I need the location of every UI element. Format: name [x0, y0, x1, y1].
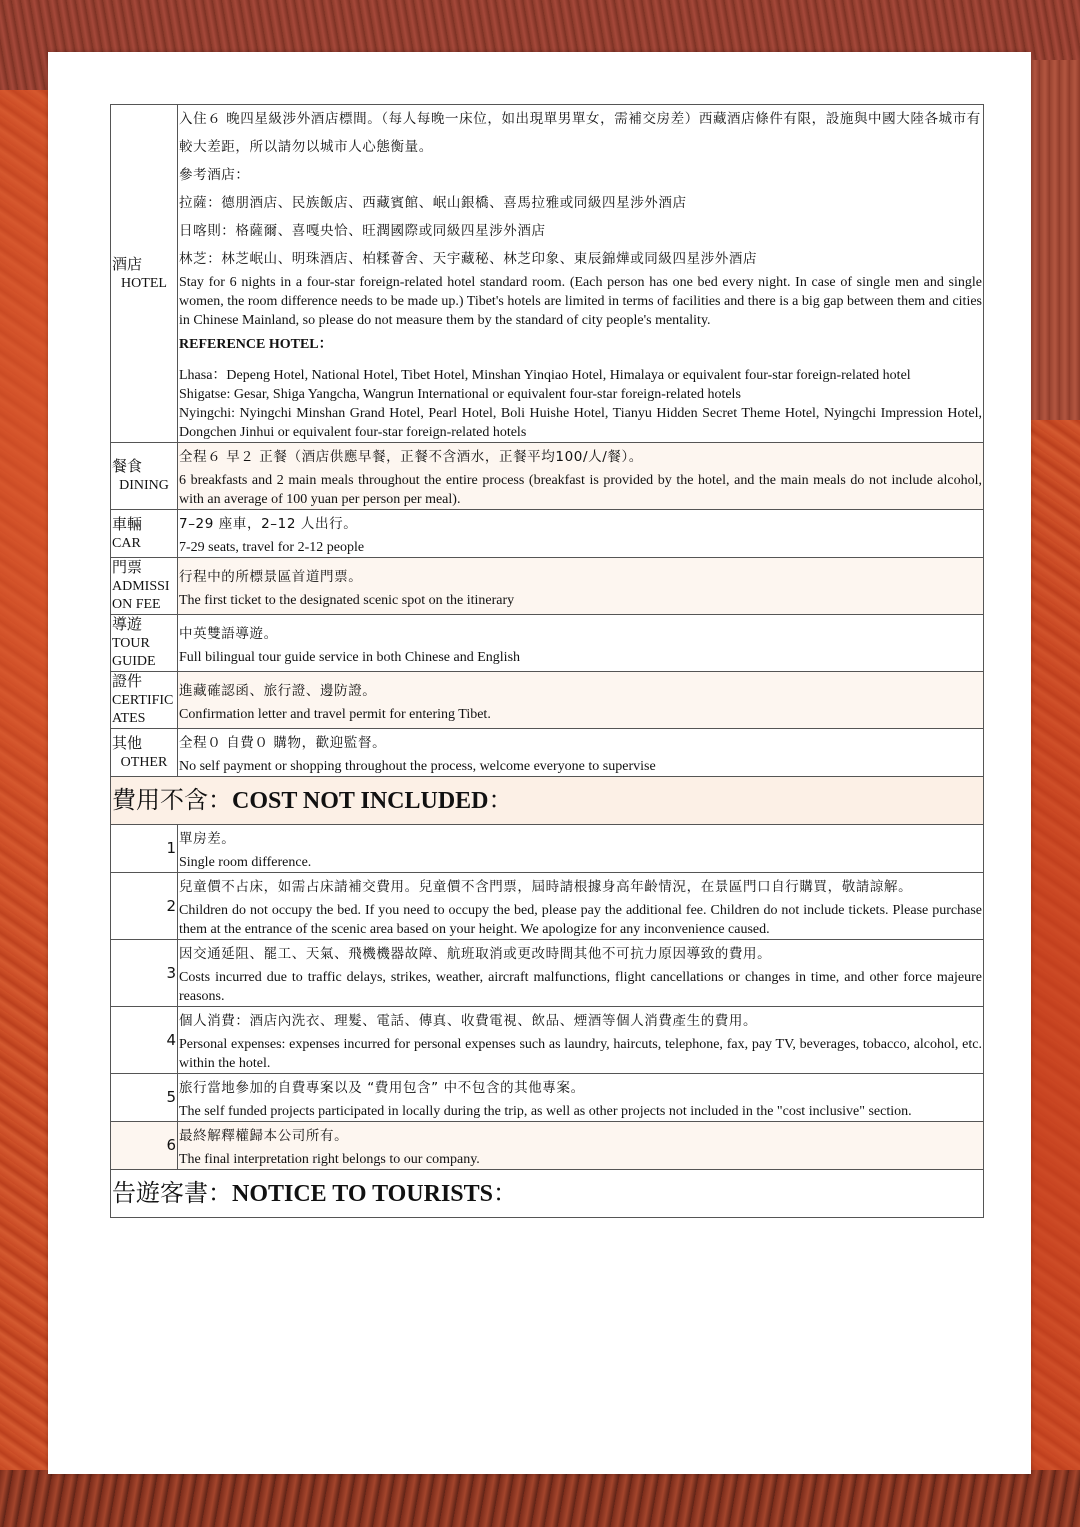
certificates-content: 進藏確認函、旅行證、邊防證。 Confirmation letter and travel permit for entering Tibet. [178, 672, 984, 729]
dining-row [111, 443, 984, 510]
hotel-zh-ref-title: 參考酒店： [179, 167, 250, 183]
other-row [111, 729, 984, 777]
not-included-item: 2 兒童價不占床，如需占床請補交費用。兒童價不含門票，屆時請根據身高年齡情況，在景區門口自行購買，敬請諒解。 Children do not occupy the bed. If you need to occupy the bed, please pay the additional fee. Children do not include tickets. Please purchase them at the entrance of the scenic area based on your height. We apologize for any inconvenience caused. [111, 873, 984, 940]
admission-row [111, 558, 984, 615]
hotel-content [178, 105, 984, 443]
admission-content: 行程中的所標景區首道門票。 The first ticket to the designated scenic spot on the itinerary [178, 558, 984, 615]
notice-heading-row [111, 1170, 984, 1218]
hotel-en-ref-title: REFERENCE HOTEL： [179, 337, 333, 352]
other-content: 全程０ 自費０ 購物，歡迎監督。 No self payment or shopping throughout the process, welcome everyone to supervise [178, 729, 984, 777]
certificates-label: 證件 CERTIFICATES [111, 672, 178, 729]
hotel-en-ref-lhasa: Lhasa：Depeng Hotel, National Hotel, Tibet Hotel, Minshan Yinqiao Hotel, Himalaya or equivalent four-star foreign-related hotel [179, 368, 911, 383]
hotel-row [111, 105, 984, 443]
not-included-heading-row [111, 777, 984, 825]
notice-heading: 告遊客書：NOTICE TO TOURISTS： [111, 1170, 984, 1218]
dining-content: 全程６ 早２ 正餐（酒店供應早餐，正餐不含酒水，正餐平均100/人/餐）。 6 breakfasts and 2 main meals throughout the entire process (breakfast is provided by the hotel, and the main meals do not include alcohol, with an average of 100 yuan per person per meal). [178, 443, 984, 510]
hotel-en-ref-shigatse: Shigatse: Gesar, Shiga Yangcha, Wangrun International or equivalent four-star foreign-related hotels [179, 387, 741, 402]
admission-label: 門票 ADMISSION FEE [111, 558, 178, 615]
background-doorway [0, 1470, 1080, 1527]
hotel-label: 酒店 HOTEL [111, 105, 178, 443]
not-included-item: 3 因交通延阻、罷工、天氣、飛機機器故障、航班取消或更改時間其他不可抗力原因導致的費用。 Costs incurred due to traffic delays, strikes, weather, aircraft malfunctions, flight cancellations or changes in time, and other force majeure reasons. [111, 940, 984, 1007]
hotel-zh-ref-lhasa: 拉薩：德朋酒店、民族飯店、西藏賓館、岷山銀橋、喜馬拉雅或同級四星涉外酒店 [179, 195, 687, 211]
hotel-en: Stay for 6 nights in a four-star foreign-related hotel standard room. (Each person has one bed every night. In case of single men and single women, the room difference needs to be made up.) Tibet's hotels are limited in terms of facilities and there is a big gap between them and cities in Chinese Mainland, so please do not measure them by the standard of city people's mentality. [179, 275, 982, 328]
not-included-heading: 費用不含：COST NOT INCLUDED： [111, 777, 984, 825]
other-label: 其他 OTHER [111, 729, 178, 777]
dining-label: 餐食 DINING [111, 443, 178, 510]
guide-content: 中英雙語導遊。 Full bilingual tour guide service in both Chinese and English [178, 615, 984, 672]
hotel-zh-ref-shigatse: 日喀則：格薩爾、喜嘎央恰、旺潤國際或同級四星涉外酒店 [179, 223, 546, 239]
hotel-en-ref-nyingchi: Nyingchi: Nyingchi Minshan Grand Hotel, Pearl Hotel, Boli Huishe Hotel, Tianyu Hidden Secret Theme Hotel, Nyingchi Impression Hotel, Dongchen Jinhui or equivalent four-star foreign-related hotels [179, 406, 982, 440]
car-label: 車輛 CAR [111, 510, 178, 558]
car-content: 7–29 座車，2–12 人出行。 7-29 seats, travel for 2-12 people [178, 510, 984, 558]
not-included-item: 6 最終解釋權歸本公司所有。 The final interpretation right belongs to our company. [111, 1122, 984, 1170]
document-page [48, 52, 1031, 1474]
guide-row [111, 615, 984, 672]
not-included-item: 1 單房差。 Single room difference. [111, 825, 984, 873]
certificates-row [111, 672, 984, 729]
hotel-zh: 入住６ 晚四星級涉外酒店標間。（每人每晚一床位，如出現單男單女，需補交房差）西藏酒店條件有限，設施與中國大陸各城市有較大差距，所以請勿以城市人心態衡量。 [179, 111, 981, 155]
hotel-zh-ref-nyingchi: 林芝：林芝岷山、明珠酒店、柏糅薈舍、天宇藏秘、林芝印象、東辰錦燁或同級四星涉外酒店 [179, 251, 758, 267]
not-included-item: 4 個人消費：酒店內洗衣、理髮、電話、傳真、收費電視、飲品、煙酒等個人消費產生的費用。 Personal expenses: expenses incurred for personal expenses such as laundry, haircuts, telephone, fax, pay TV, beverages, tobacco, alcohol, etc. within the hotel. [111, 1007, 984, 1074]
car-row [111, 510, 984, 558]
guide-label: 導遊 TOUR GUIDE [111, 615, 178, 672]
cost-table [110, 104, 984, 1218]
not-included-item: 5 旅行當地參加的自費專案以及 “費用包含” 中不包含的其他專案。 The self funded projects participated in locally during the trip, as well as other projects not included in the "cost inclusive" section. [111, 1074, 984, 1122]
